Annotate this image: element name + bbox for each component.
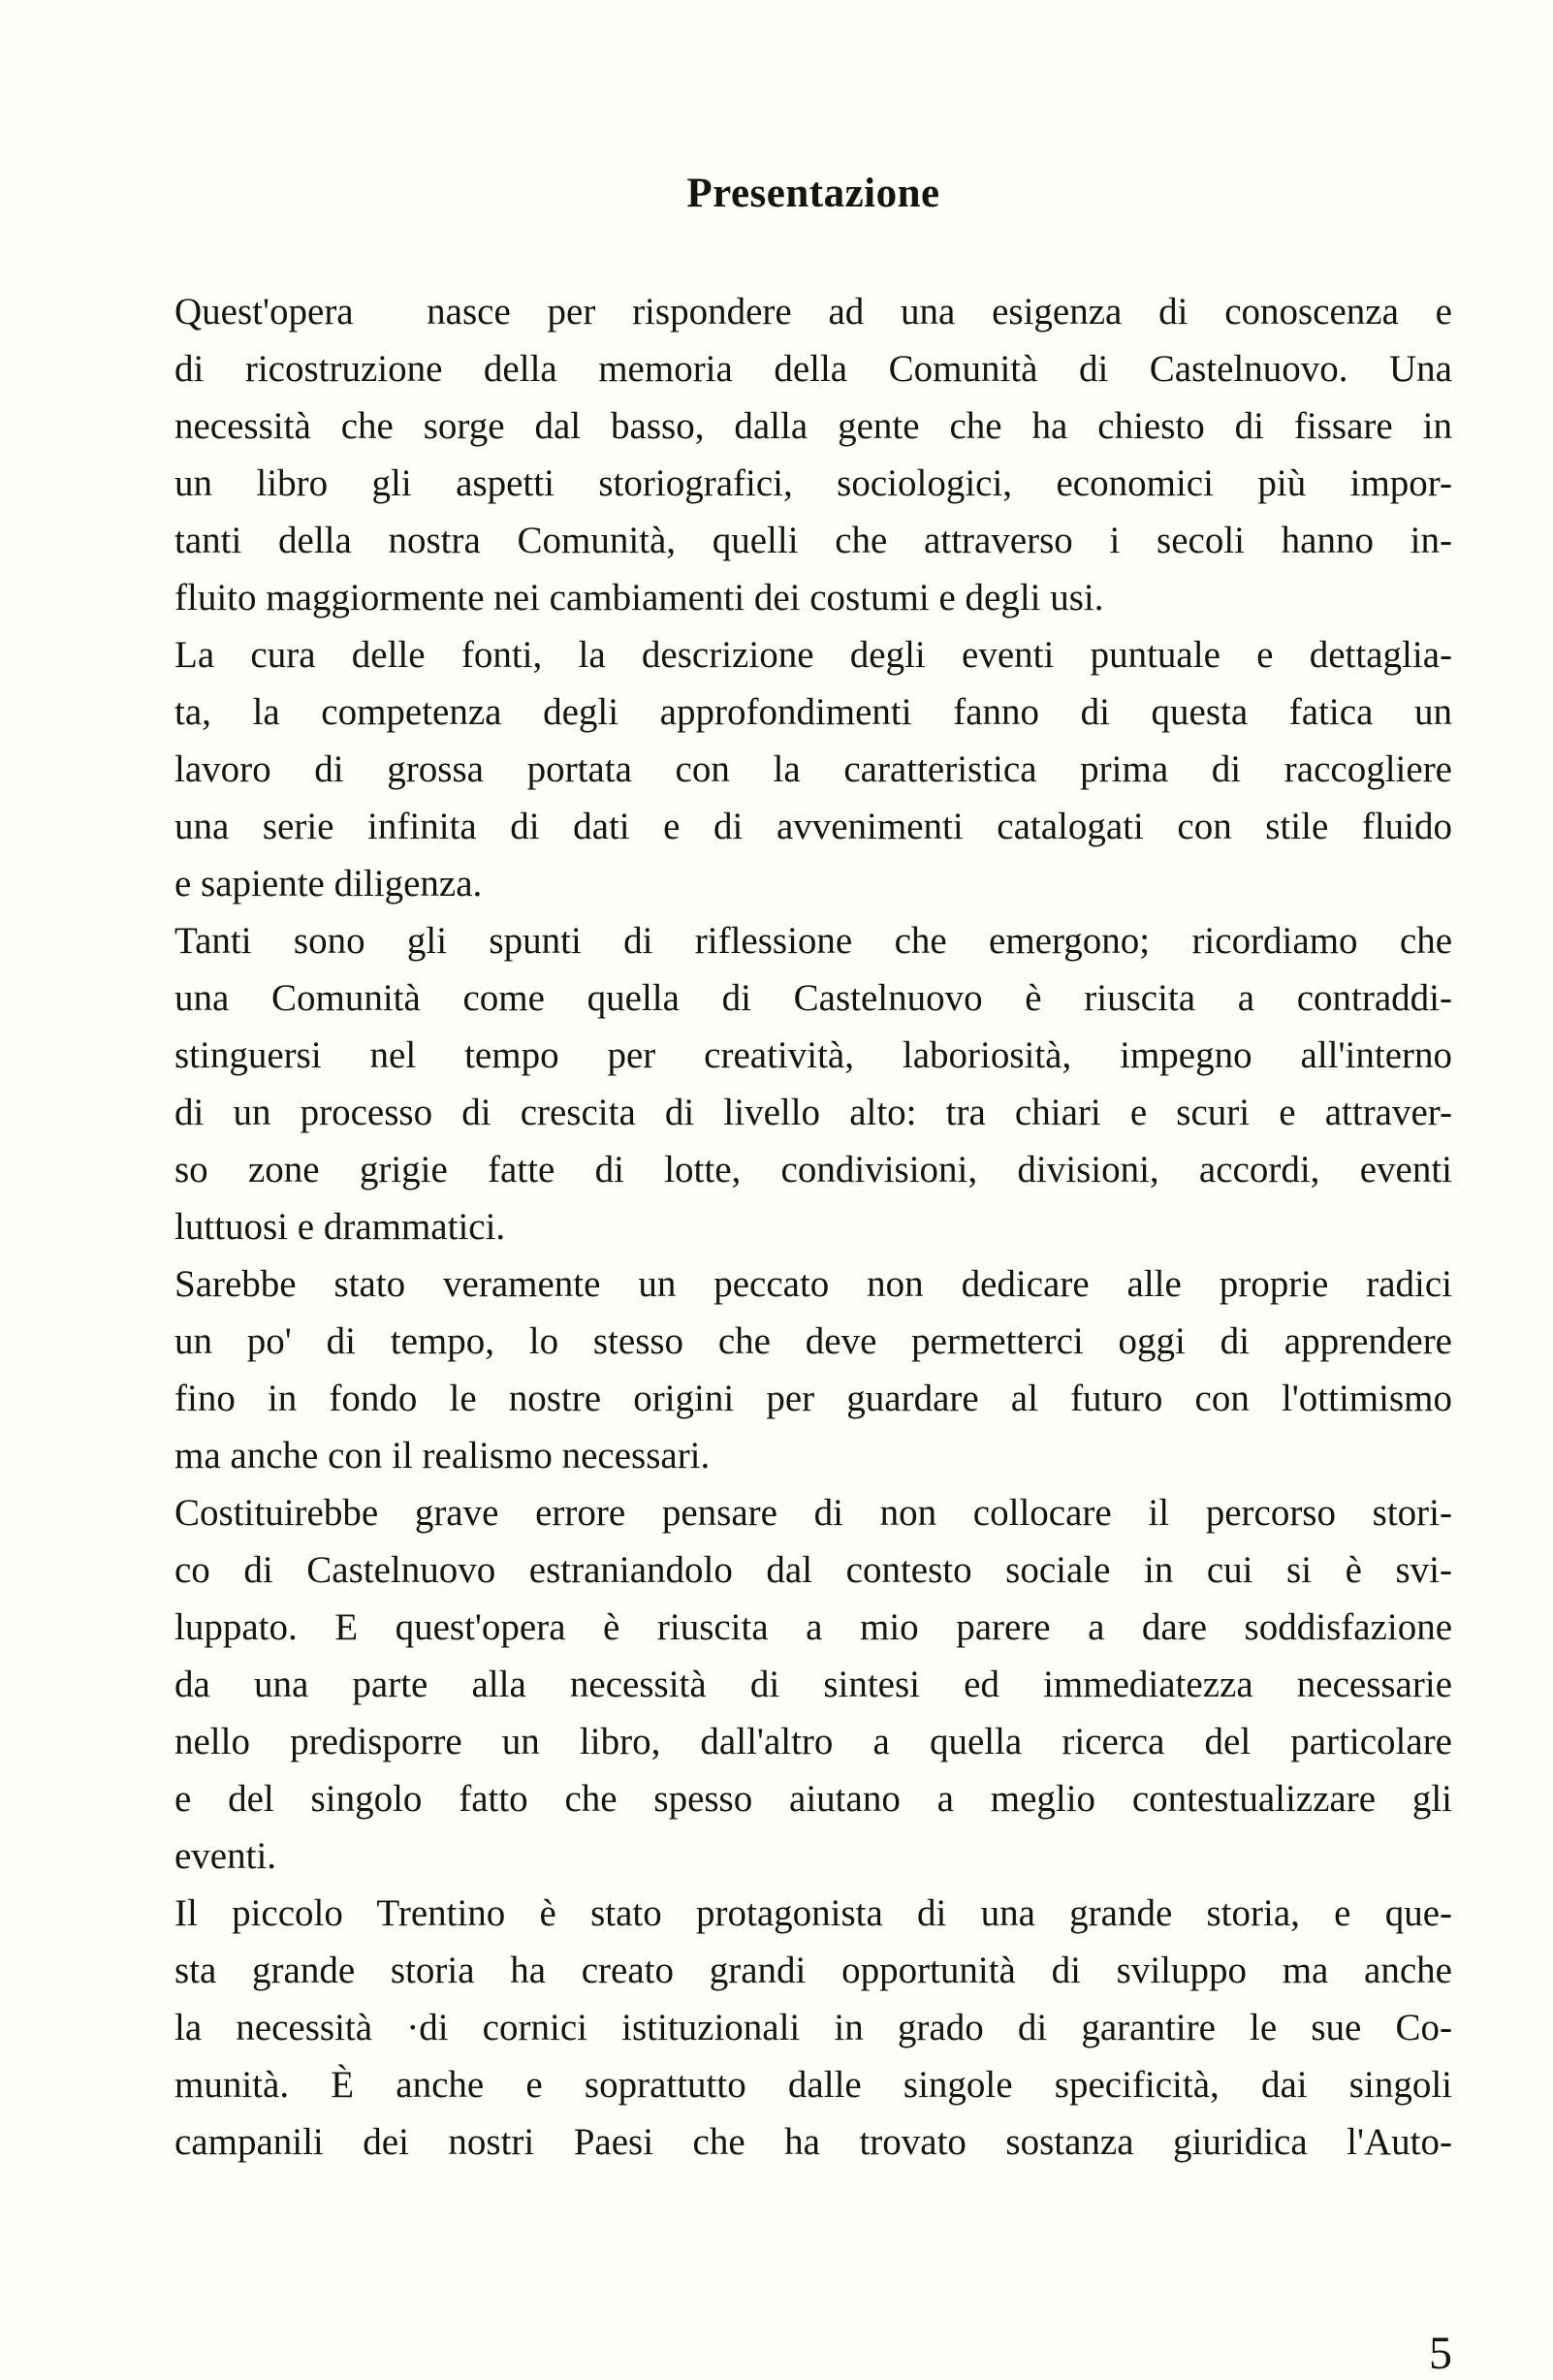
text-line: tanti della nostra Comunità, quelli che attraverso i secoli hanno in- [174, 520, 1452, 561]
text-line: e sapiente diligenza. [174, 863, 483, 904]
text-line: necessità che sorge dal basso, dalla gente che ha chiesto di fissare in [174, 405, 1452, 447]
page-title: Presentazione [686, 171, 940, 216]
text-line: Quest'opera nasce per rispondere ad una esigenza di conoscenza e [174, 291, 1452, 333]
body-text [174, 283, 1452, 2171]
text-line: eventi. [174, 1835, 277, 1877]
text-line: La cura delle fonti, la descrizione degli eventi puntuale e dettaglia- [174, 634, 1452, 676]
text-line: Sarebbe stato veramente un peccato non dedicare alle proprie radici [174, 1263, 1452, 1305]
text-line: di ricostruzione della memoria della Comunità di Castelnuovo. Una [174, 348, 1452, 390]
text-line: sta grande storia ha creato grandi opportunità di sviluppo ma anche [174, 1950, 1452, 1991]
text-line: ma anche con il realismo necessari. [174, 1435, 711, 1476]
text-line: e del singolo fatto che spesso aiutano a meglio contestualizzare gli [174, 1778, 1452, 1820]
text-line: luppato. E quest'opera è riuscita a mio parere a dare soddisfazione [174, 1606, 1452, 1648]
text-line: fino in fondo le nostre origini per guardare al futuro con l'ottimismo [174, 1378, 1452, 1419]
text-line: lavoro di grossa portata con la caratteristica prima di raccogliere [174, 748, 1452, 790]
text-line: fluito maggiormente nei cambiamenti dei costumi e degli usi. [174, 577, 1104, 619]
text-line: luttuosi e drammatici. [174, 1206, 506, 1248]
text-line: da una parte alla necessità di sintesi ed immediatezza necessarie [174, 1664, 1452, 1705]
page-number: 5 [1429, 2328, 1452, 2379]
text-line: co di Castelnuovo estraniandolo dal contesto sociale in cui si è svi- [174, 1549, 1452, 1591]
text-line: Costituirebbe grave errore pensare di non collocare il percorso stori- [174, 1492, 1452, 1534]
text-line: so zone grigie fatte di lotte, condivisioni, divisioni, accordi, eventi [174, 1149, 1452, 1190]
text-line: un po' di tempo, lo stesso che deve permetterci oggi di apprendere [174, 1320, 1452, 1362]
text-line: campanili dei nostri Paesi che ha trovato sostanza giuridica l'Auto- [174, 2121, 1452, 2163]
text-line: di un processo di crescita di livello alto: tra chiari e scuri e attraver- [174, 1092, 1452, 1133]
text-line: Tanti sono gli spunti di riflessione che emergono; ricordiamo che [174, 920, 1452, 962]
text-line: un libro gli aspetti storiografici, sociologici, economici più impor- [174, 462, 1452, 504]
text-line: ta, la competenza degli approfondimenti fanno di questa fatica un [174, 691, 1452, 733]
text-line: una serie infinita di dati e di avvenimenti catalogati con stile fluido [174, 806, 1452, 847]
text-line: munità. È anche e soprattutto dalle singole specificità, dai singoli [174, 2064, 1452, 2106]
text-line: stinguersi nel tempo per creatività, laboriosità, impegno all'interno [174, 1034, 1452, 1076]
text-line: nello predisporre un libro, dall'altro a quella ricerca del particolare [174, 1721, 1452, 1762]
text-line: Il piccolo Trentino è stato protagonista di una grande storia, e que- [174, 1892, 1452, 1934]
text-line: la necessità ·di cornici istituzionali in grado di garantire le sue Co- [174, 2007, 1452, 2048]
text-line: una Comunità come quella di Castelnuovo è riuscita a contraddi- [174, 977, 1452, 1019]
